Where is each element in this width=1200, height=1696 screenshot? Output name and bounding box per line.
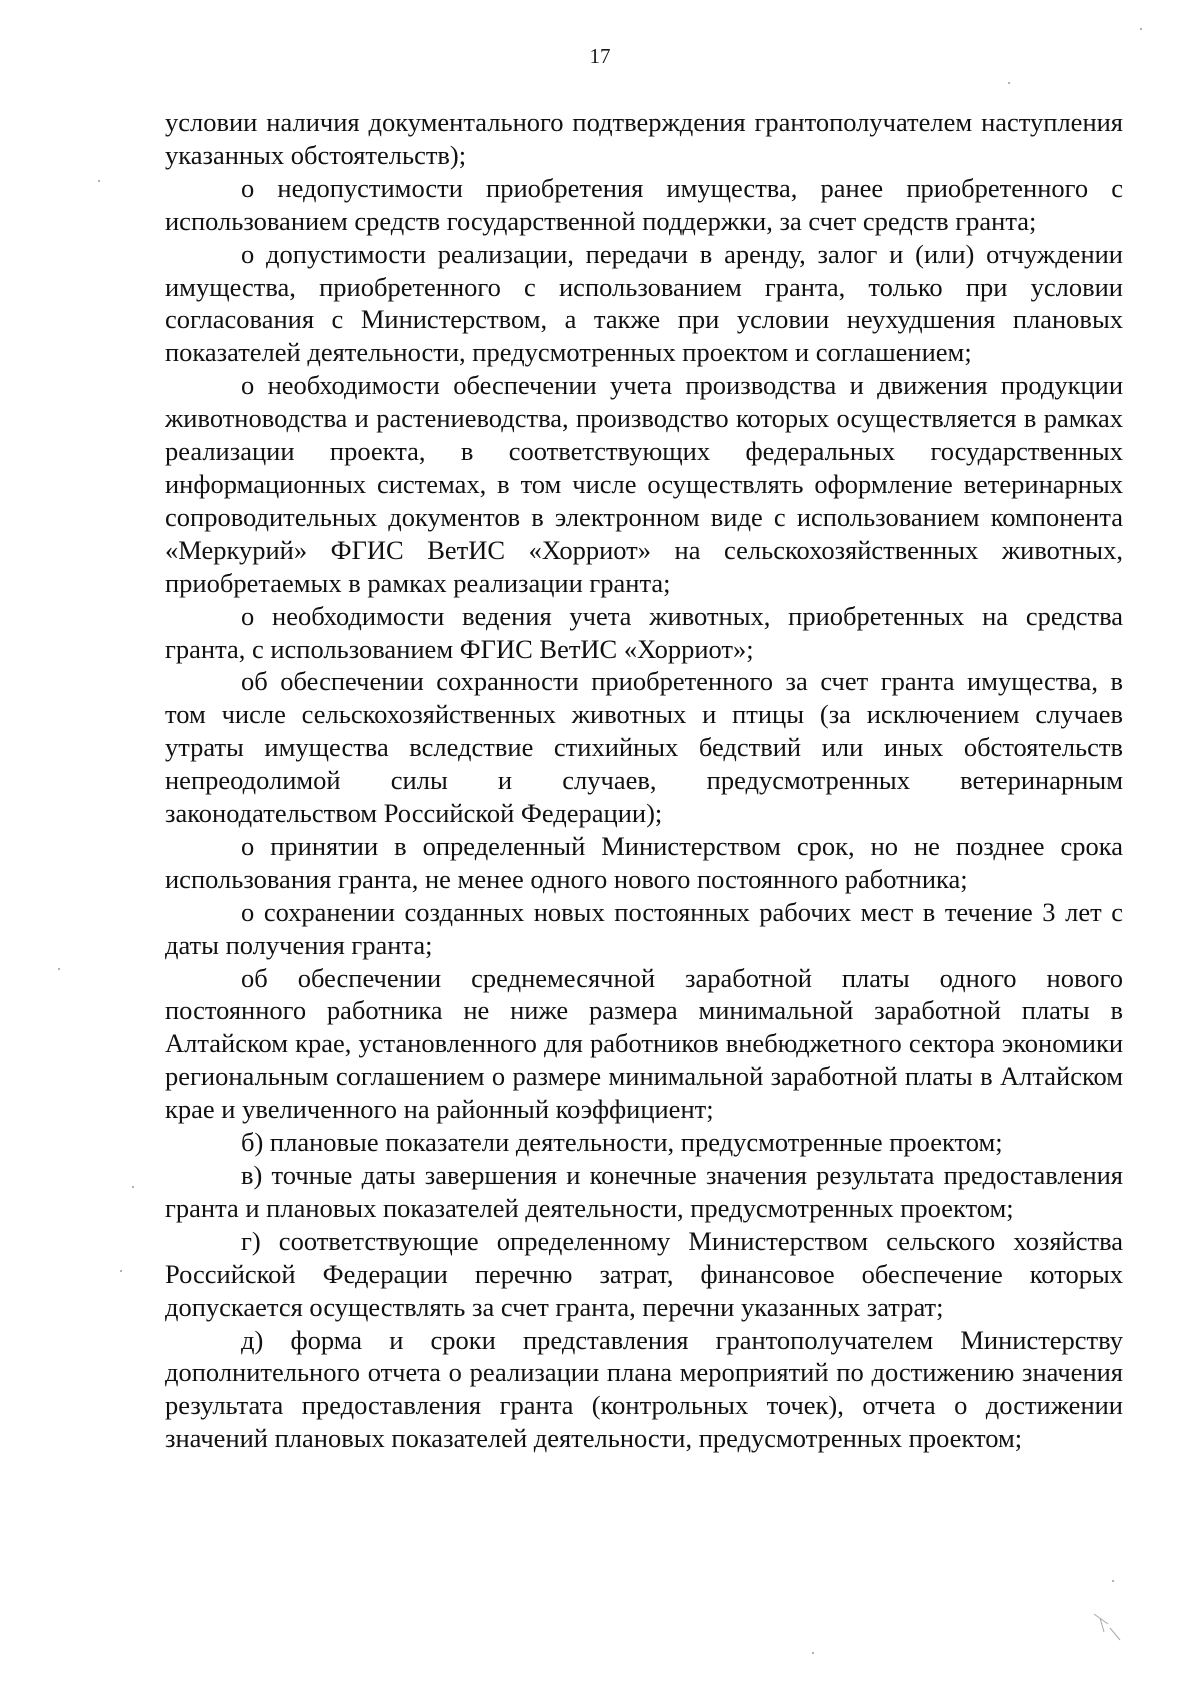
scan-speck	[1112, 1580, 1114, 1582]
paragraph-animal-accounting: о необходимости ведения учета животных, приобретенных на средства гранта, с использованием ФГИС ВетИС «Хорриот»;	[165, 600, 1123, 664]
scan-speck	[1008, 82, 1010, 84]
paragraph-property-safety: об обеспечении сохранности приобретенного за счет гранта имущества, в том числе сельскохозяйственных животных и птицы (за исключением случаев утраты имущества вследствие стихийных бедствий или иных обстоятельств непреодолимой силы и случаев, предусмотренных ветеринарным законодательством Российской Федерации);	[165, 666, 1123, 829]
paragraph-new-employee: о принятии в определенный Министерством срок, но не позднее срока использования гранта, не менее одного нового постоянного работника;	[165, 830, 1123, 894]
scan-scratch-mark	[1090, 1610, 1130, 1650]
document-body	[165, 106, 1123, 1455]
paragraph-salary: об обеспечении среднемесячной заработной платы одного нового постоянного работника не ниже размера минимальной заработной платы в Алтайском крае, установленного для работников внебюджетного сектора экономики региональным соглашением о размере минимальной заработной платы в Алтайском крае и увеличенного на районный коэффициент;	[165, 962, 1123, 1125]
scan-speck	[120, 1270, 122, 1272]
paragraph-production-accounting: о необходимости обеспечении учета производства и движения продукции животноводства и растениеводства, производство которых осуществляется в рамках реализации проекта, в соответствующих федеральных государственных информационных системах, в том числе осуществлять оформление ветеринарных сопроводительных документов в электронном виде с использованием компонента «Меркурий» ФГИС ВетИС «Хорриот» на сельскохозяйственных животных, приобретаемых в рамках реализации гранта;	[165, 370, 1123, 598]
paragraph-item-g: г) соответствующие определенному Министерством сельского хозяйства Российской Федерации перечню затрат, финансовое обеспечение которых допускается осуществлять за счет гранта, перечни указанных затрат;	[165, 1225, 1123, 1322]
paragraph-property-acquisition: о недопустимости приобретения имущества, ранее приобретенного с использованием средств государственной поддержки, за счет средств гранта;	[165, 172, 1123, 236]
scan-speck	[98, 180, 100, 182]
scan-speck	[1140, 28, 1142, 30]
paragraph-item-v: в) точные даты завершения и конечные значения результата предоставления гранта и плановых показателей деятельности, предусмотренных проектом;	[165, 1160, 1123, 1223]
page-number: 17	[589, 44, 611, 68]
scan-speck	[132, 1186, 134, 1188]
paragraph-job-retention: о сохранении созданных новых постоянных рабочих мест в течение 3 лет с даты получения гранта;	[165, 896, 1123, 960]
paragraph-item-d: д) форма и сроки представления грантополучателем Министерству дополнительного отчета о реализации плана мероприятий по достижению значения результата предоставления гранта (контрольных точек), отчета о достижении значений плановых показателей деятельности, предусмотренных проектом;	[165, 1324, 1123, 1454]
paragraph-item-b: б) плановые показатели деятельности, предусмотренные проектом;	[241, 1127, 1003, 1158]
scan-speck	[58, 968, 60, 970]
scan-speck	[812, 1652, 814, 1654]
paragraph-property-disposal: о допустимости реализации, передачи в аренду, залог и (или) отчуждении имущества, приобретенного с использованием гранта, только при условии согласования с Министерством, а также при условии неухудшения плановых показателей деятельности, предусмотренных проектом и соглашением;	[165, 238, 1123, 368]
paragraph-continuation: условии наличия документального подтверждения грантополучателем наступления указанных обстоятельств);	[165, 107, 1123, 170]
